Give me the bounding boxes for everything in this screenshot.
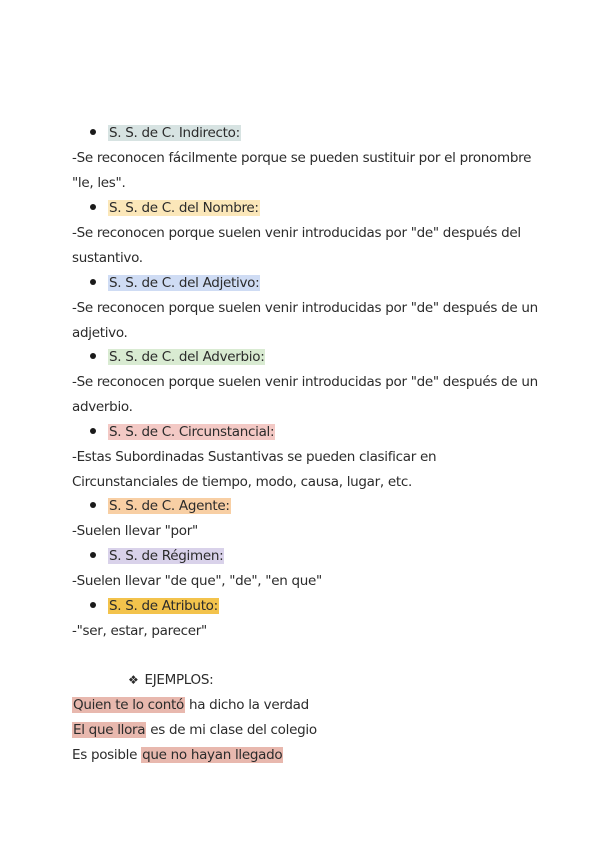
text-line: Circunstanciales de tiempo, modo, causa, lugar, etc. [72, 474, 412, 490]
text-line: -Se reconocen porque suelen venir introducidas por "de" después de un [72, 300, 538, 316]
text-line: -"ser, estar, parecer" [72, 623, 207, 639]
diamond-bullet-icon: ❖ [128, 673, 139, 687]
heading-regimen: S. S. de Régimen: [109, 548, 224, 564]
text-line: -Estas Subordinadas Sustantivas se pueden clasificar en [72, 449, 437, 465]
example-highlight: El que llora [73, 722, 146, 738]
bullet-icon [90, 502, 96, 508]
example-text: ha dicho la verdad [184, 697, 309, 713]
text-line: -Se reconocen fácilmente porque se pueden sustituir por el pronombre [72, 150, 532, 166]
example-text: es de mi clase del colegio [146, 722, 317, 738]
ejemplos-title: EJEMPLOS: [144, 672, 214, 688]
bullet-item-adjetivo [90, 274, 260, 292]
text-line: sustantivo. [72, 250, 143, 266]
bullet-item-atributo [90, 597, 219, 615]
bullet-icon [90, 129, 96, 135]
bullet-item-circunstancial [90, 423, 275, 441]
bullet-icon [90, 428, 96, 434]
bullet-icon [90, 353, 96, 359]
example-line [72, 721, 317, 739]
bullet-icon [90, 552, 96, 558]
heading-atributo: S. S. de Atributo: [109, 598, 218, 614]
text-line: adjetivo. [72, 325, 128, 341]
example-line [72, 696, 309, 714]
ejemplos-heading [128, 671, 213, 689]
bullet-item-regimen [90, 547, 224, 565]
bullet-item-adverbio [90, 348, 265, 366]
bullet-icon [90, 279, 96, 285]
bullet-item-nombre [90, 199, 260, 217]
text-line: "le, les". [72, 175, 126, 191]
bullet-item-agente [90, 497, 231, 515]
text-line: adverbio. [72, 399, 133, 415]
text-line: -Se reconocen porque suelen venir introducidas por "de" después de un [72, 374, 538, 390]
example-line [72, 746, 283, 764]
example-highlight: Quien te lo contó [73, 697, 184, 713]
bullet-icon [90, 204, 96, 210]
bullet-item-indirecto [90, 124, 241, 142]
heading-adverbio: S. S. de C. del Adverbio: [109, 349, 265, 365]
example-text: Es posible [72, 747, 142, 763]
heading-indirecto: S. S. de C. Indirecto: [109, 125, 240, 141]
text-line: -Suelen llevar "de que", "de", "en que" [72, 573, 322, 589]
example-highlight: que no hayan llegado [142, 747, 283, 763]
bullet-icon [90, 602, 96, 608]
text-line: -Suelen llevar "por" [72, 523, 198, 539]
text-line: -Se reconocen porque suelen venir introducidas por "de" después del [72, 225, 521, 241]
heading-nombre: S. S. de C. del Nombre: [109, 200, 259, 216]
heading-adjetivo: S. S. de C. del Adjetivo: [109, 275, 260, 291]
heading-circunstancial: S. S. de C. Circunstancial: [109, 424, 275, 440]
heading-agente: S. S. de C. Agente: [109, 498, 230, 514]
